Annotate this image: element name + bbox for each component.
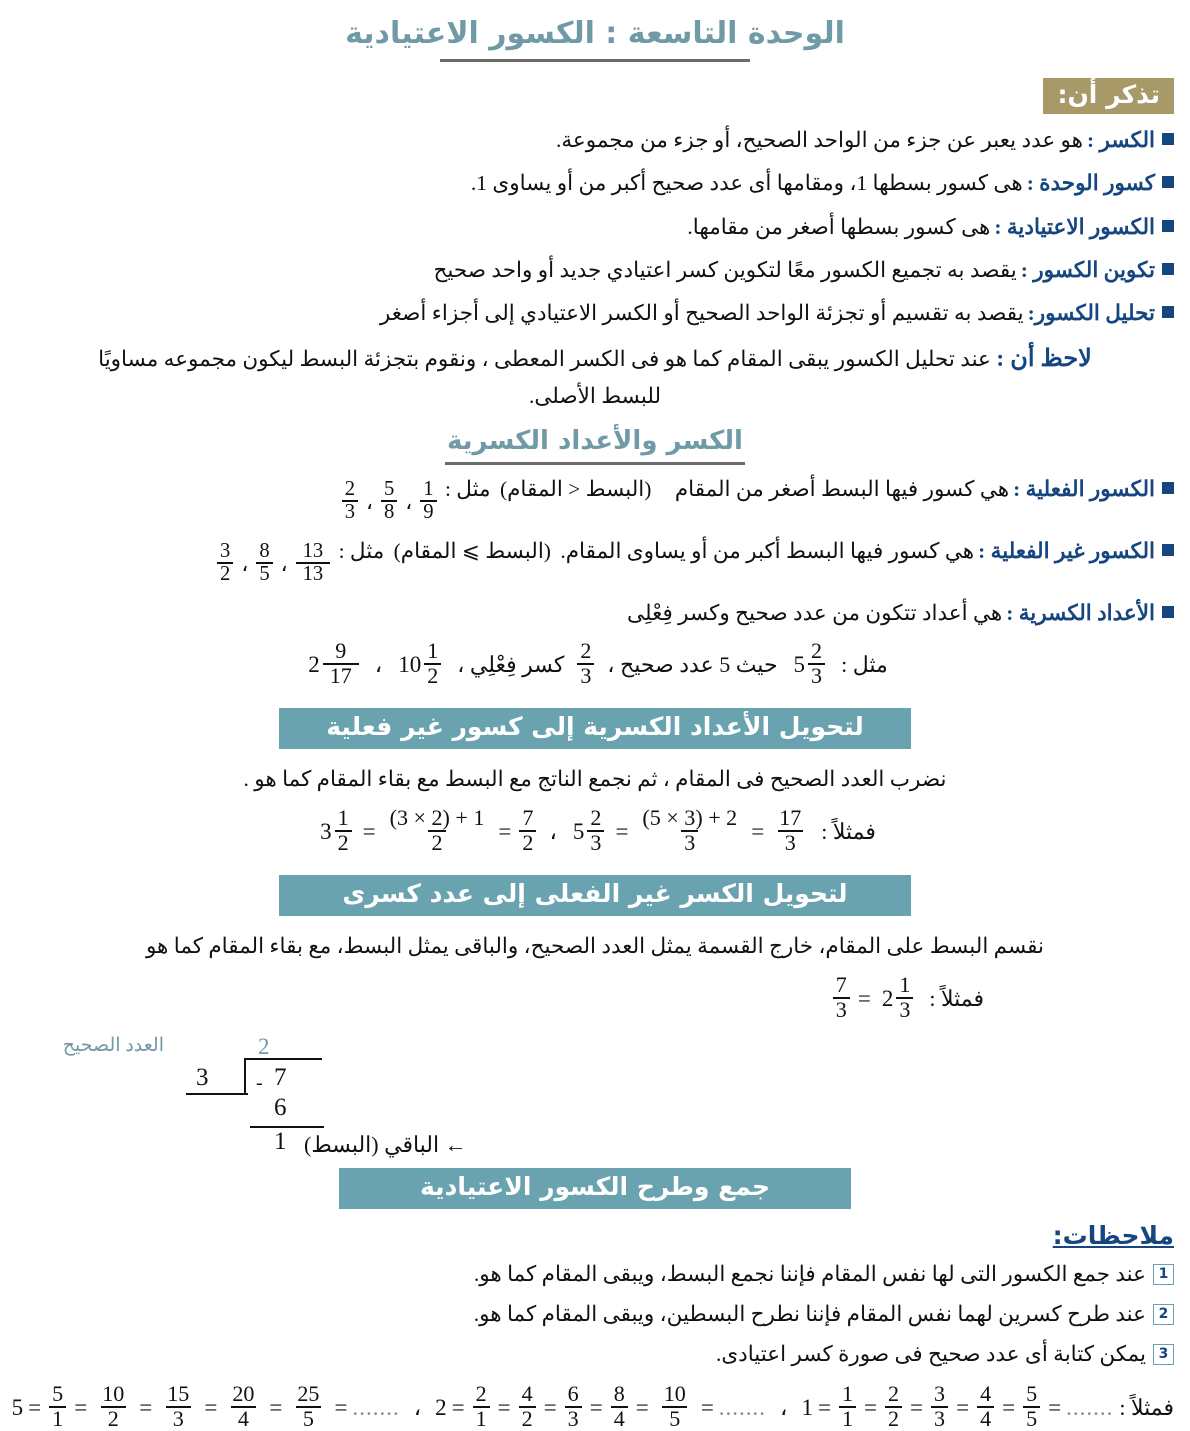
equals-sign: =: [269, 1394, 283, 1420]
section-title-underline: [445, 462, 745, 465]
fraction-denominator: 3: [587, 830, 604, 855]
note-number-badge: 3: [1153, 1344, 1174, 1365]
list-separator: ،: [374, 651, 383, 677]
mixed-whole: 10: [398, 651, 422, 677]
fraction: [577, 640, 594, 687]
definition-content: [380, 297, 1155, 329]
fraction-numerator: 3: [934, 1381, 946, 1407]
list-separator: ،: [280, 551, 288, 576]
fraction-numerator: 5: [383, 477, 395, 500]
conversion-example-1: [567, 805, 811, 855]
fraction-numerator: (5 × 3) + 2: [642, 805, 738, 831]
remember-badge: تذكر أن:: [1043, 78, 1174, 114]
fraction-numerator: 7: [835, 972, 847, 998]
fraction-type-condition: (البسط < المقام): [499, 476, 652, 501]
note-item: [16, 1339, 1174, 1370]
mixed-number: [317, 805, 355, 855]
fraction-numerator: 3: [220, 540, 231, 563]
fraction-type-mixed: [16, 597, 1174, 629]
fraction-denominator: 2: [335, 830, 352, 855]
fraction-numerator: 13: [302, 540, 324, 563]
note-item: [16, 1259, 1174, 1290]
fraction: [335, 807, 352, 854]
definition-item: [16, 297, 1174, 329]
fraction-numerator: 1: [427, 638, 439, 664]
fraction-type-content: [339, 473, 1155, 524]
section-bar-mixed-to-improper: لتحويل الأعداد الكسرية إلى كسور غير فعلية: [279, 708, 911, 749]
division-remainder-annotation: [304, 1132, 467, 1158]
fraction-denominator: 2: [885, 1406, 902, 1431]
equivalent-fractions-line: [11, 1381, 1174, 1431]
definition-item: [16, 167, 1174, 199]
division-divisor-rule: [186, 1093, 248, 1095]
fraction-denominator: 5: [1023, 1406, 1040, 1431]
fraction: [95, 1383, 131, 1430]
fraction-denominator: 4: [977, 1406, 994, 1431]
fraction-type-text: هي كسور فيها البسط أصغر من المقام: [674, 476, 1010, 501]
example-label: مثل :: [841, 651, 888, 677]
equals-sign: =: [635, 1394, 649, 1420]
fraction-type-term: الأعداد الكسرية :: [1006, 601, 1155, 626]
fraction-denominator: 2: [519, 1406, 536, 1431]
definition-item: [16, 254, 1174, 286]
fraction-numerator: (3 × 2) + 1: [389, 805, 485, 831]
bullet-square-icon: [1162, 306, 1174, 318]
fraction-numerator: 4: [980, 1381, 992, 1407]
mixed-whole: 3: [320, 818, 332, 844]
equals-sign: =: [451, 1394, 465, 1420]
fraction-numerator: 20: [232, 1381, 255, 1407]
fraction-numerator: 2: [590, 805, 602, 831]
fraction: [931, 1383, 948, 1430]
fraction-numerator: 9: [335, 638, 347, 664]
ellipsis-placeholder: .......: [718, 1394, 767, 1420]
note-item: [16, 1299, 1174, 1330]
equals-sign: =: [700, 1394, 714, 1420]
definition-text: يقصد به تجميع الكسور معًا لتكوين كسر اعتيادي جديد أو واحد صحيح: [433, 257, 1017, 282]
improper-conversion-math: [830, 972, 920, 1022]
list-separator: ،: [549, 818, 557, 844]
equivalence-chain-1: [801, 1381, 1114, 1431]
ellipsis-placeholder: .......: [352, 1394, 400, 1420]
fraction-numerator: 1: [899, 972, 911, 998]
bullet-square-icon: [1162, 482, 1174, 494]
fraction: [565, 1383, 582, 1430]
equals-sign: =: [956, 1394, 970, 1420]
definitions-list: [16, 124, 1174, 329]
fraction-denominator: 5: [256, 562, 272, 585]
equals-sign: =: [139, 1394, 153, 1420]
section-bar-improper-to-mixed: لتحويل الكسر غير الفعلى إلى عدد كسرى: [279, 875, 911, 916]
equals-sign: =: [362, 818, 376, 844]
equals-sign: =: [334, 1394, 348, 1420]
bullet-square-icon: [1162, 263, 1174, 275]
whole-number: 1: [801, 1394, 813, 1420]
section-title-fractions: الكسر والأعداد الكسرية: [447, 425, 743, 456]
example-label: فمثلاً :: [1119, 1394, 1174, 1420]
title-underline-rule: [440, 59, 750, 62]
definition-content: [556, 124, 1155, 156]
fraction: [896, 974, 913, 1021]
page-title: الوحدة التاسعة : الكسور الاعتيادية: [345, 16, 845, 51]
notice-text: عند تحليل الكسور يبقى المقام كما هو فى الكسر المعطى ، ونقوم بتجزئة البسط ليكون مجموعه مساويًا للبسط الأصلى.: [98, 347, 991, 409]
fraction-type-content: [627, 597, 1155, 629]
list-separator: ،: [366, 489, 373, 514]
proper-fraction-examples: [339, 477, 440, 524]
equals-sign: =: [497, 1394, 511, 1420]
mixed-number: [395, 638, 444, 688]
mixed-number-examples-line: [16, 638, 1174, 688]
whole-number: 2: [435, 1394, 447, 1420]
fraction-numerator: 1: [337, 805, 349, 831]
fraction-numerator: 10: [663, 1381, 686, 1407]
improper-fraction-examples: [214, 542, 333, 586]
rule-mixed-to-improper: نضرب العدد الصحيح فى المقام ، ثم نجمع الناتج مع البسط مع بقاء المقام كما هو .: [243, 766, 947, 791]
fraction-denominator: 3: [342, 500, 358, 523]
fraction-numerator: 7: [522, 805, 534, 831]
fraction-denominator: 5: [662, 1406, 687, 1431]
bullet-square-icon: [1162, 176, 1174, 188]
rule-improper-to-mixed: نقسم البسط على المقام، خارج القسمة يمثل العدد الصحيح، والباقى يمثل البسط، مع بقاء المقام كما هو: [145, 933, 1045, 958]
bullet-square-icon: [1162, 220, 1174, 232]
fraction: [839, 1383, 856, 1430]
equals-sign: =: [817, 1394, 831, 1420]
equals-sign: =: [864, 1394, 877, 1420]
fraction: [342, 479, 358, 523]
equals-sign: =: [910, 1394, 924, 1420]
fraction-denominator: 3: [808, 663, 825, 688]
fraction: [885, 1383, 902, 1430]
equals-sign: =: [615, 818, 629, 844]
fraction-numerator: 1: [841, 1381, 854, 1407]
mixed-whole: 2: [881, 985, 894, 1011]
bullet-square-icon: [1162, 544, 1174, 556]
fraction-denominator: 1: [473, 1406, 490, 1431]
fraction-denominator: 3: [577, 663, 594, 688]
fraction-denominator: 3: [166, 1406, 191, 1431]
division-dividend: 7: [274, 1064, 287, 1092]
fraction: [296, 541, 331, 585]
fraction-numerator: 2: [811, 638, 823, 664]
fraction-type-term: الكسور غير الفعلية :: [978, 539, 1155, 564]
fraction-numerator: 2: [580, 638, 592, 664]
fraction: [384, 807, 491, 854]
division-divisor: 3: [196, 1064, 209, 1092]
remember-badge-row: [16, 78, 1174, 114]
fraction-denominator: 2: [217, 562, 233, 585]
list-separator: ،: [241, 551, 249, 576]
note-number-badge: 1: [1153, 1264, 1174, 1285]
fraction-types-list: [16, 473, 1174, 629]
fraction-numerator: 4: [521, 1381, 533, 1407]
fraction: [587, 807, 604, 854]
definition-term: الكسور الاعتيادية :: [994, 214, 1155, 239]
mixed-whole: 5: [572, 818, 585, 844]
example-label: مثل :: [444, 476, 491, 501]
fraction-numerator: 17: [779, 805, 802, 831]
fraction-denominator: 17: [323, 663, 359, 688]
fraction-denominator: 2: [424, 663, 441, 688]
division-quotient: 2: [258, 1034, 270, 1060]
notice-lead: لاحظ أن :: [996, 346, 1092, 373]
division-subtrahend: 6: [274, 1094, 287, 1122]
fraction-denominator: 4: [231, 1406, 256, 1431]
note-text: عند جمع الكسور التى لها نفس المقام فإننا نجمع البسط، ويبقى المقام كما هو.: [473, 1261, 1146, 1286]
fraction: [473, 1383, 490, 1430]
whole-number: 5: [11, 1394, 24, 1420]
example-label: مثل :: [338, 539, 385, 564]
fraction-type-text: هي أعداد تتكون من عدد صحيح وكسر فِعْلِى: [627, 601, 1003, 626]
section-bar-row: [16, 688, 1174, 749]
division-remainder: 1: [274, 1128, 287, 1156]
fraction-denominator: 3: [931, 1406, 948, 1431]
fraction: [636, 807, 743, 854]
fraction-type-condition: (البسط ⩾ المقام): [393, 539, 551, 564]
section-bar-add-subtract: جمع وطرح الكسور الاعتيادية: [339, 1168, 851, 1209]
fraction-denominator: 2: [428, 830, 445, 855]
fraction-numerator: 15: [167, 1381, 190, 1407]
equals-sign: =: [28, 1394, 42, 1420]
fraction-numerator: 10: [102, 1381, 125, 1407]
fraction: [49, 1383, 66, 1430]
fraction-denominator: 13: [296, 562, 331, 585]
list-separator: ،: [405, 489, 413, 514]
fraction-denominator: 5: [296, 1406, 321, 1431]
list-separator: ،: [780, 1394, 788, 1420]
definition-content: [471, 167, 1155, 199]
division-subtraction-rule: [250, 1126, 324, 1128]
fraction: [611, 1383, 628, 1430]
mixed-whole: 2: [308, 651, 320, 677]
fraction: [1023, 1383, 1040, 1430]
fraction: [225, 1383, 261, 1430]
fraction: [519, 807, 536, 854]
section-bar-row: [16, 855, 1174, 916]
ellipsis-placeholder: .......: [1066, 1394, 1114, 1420]
note-text: يمكن كتابة أى عدد صحيح فى صورة كسر اعتيادى.: [715, 1341, 1146, 1366]
fraction-denominator: 2: [519, 830, 536, 855]
fraction-denominator: 3: [896, 997, 913, 1022]
fraction: [290, 1383, 326, 1430]
equals-sign: =: [204, 1394, 218, 1420]
definition-term: الكسر :: [1087, 128, 1155, 152]
fraction: [420, 479, 436, 523]
fraction-numerator: 5: [52, 1381, 64, 1407]
fraction-type-improper: [16, 535, 1174, 586]
fraction-denominator: 1: [49, 1406, 66, 1431]
equivalence-chain-3: [11, 1381, 400, 1431]
equals-sign: =: [498, 818, 512, 844]
fraction-type-proper: [16, 473, 1174, 524]
definition-content: [434, 254, 1155, 286]
fraction: [160, 1383, 196, 1430]
definition-text: يقصد به تقسيم أو تجزئة الواحد الصحيح أو الكسر الاعتيادي إلى أجزاء أصغر: [379, 301, 1024, 325]
fraction: [657, 1383, 693, 1430]
fraction: [217, 541, 233, 585]
fraction: [977, 1383, 994, 1430]
fraction-numerator: 6: [567, 1381, 579, 1407]
fraction-type-content: [214, 535, 1155, 586]
mixed-annotation-b: كسر فِعْلِي ،: [457, 651, 565, 677]
bullet-square-icon: [1162, 606, 1174, 618]
fraction: [772, 807, 808, 854]
fraction-numerator: 1: [423, 477, 434, 500]
fraction: [808, 640, 825, 687]
long-division-diagram: [16, 1028, 1174, 1158]
fraction: [424, 640, 441, 687]
improper-to-mixed-example: [16, 972, 1174, 1022]
fraction-numerator: 8: [613, 1381, 625, 1407]
fraction-denominator: 2: [101, 1406, 126, 1431]
equals-sign: =: [1048, 1394, 1062, 1420]
equivalence-chain-2: [435, 1381, 767, 1431]
fraction-numerator: 25: [297, 1381, 320, 1407]
mixed-annotation-a: حيث 5 عدد صحيح ،: [607, 651, 778, 677]
fraction-denominator: 3: [565, 1406, 582, 1431]
fraction-numerator: 5: [1026, 1381, 1038, 1407]
fraction: [833, 974, 850, 1021]
equals-sign: =: [1002, 1394, 1016, 1420]
section-bar-row: [16, 1148, 1174, 1209]
fraction-denominator: 9: [420, 500, 436, 523]
fraction-denominator: 3: [681, 830, 698, 855]
example-label: فمثلاً :: [821, 818, 876, 844]
fraction-denominator: 4: [611, 1406, 628, 1431]
fraction-denominator: 8: [381, 500, 397, 523]
division-quotient-label: العدد الصحيح: [62, 1035, 164, 1057]
note-number-badge: 2: [1153, 1304, 1174, 1325]
equals-sign: =: [589, 1394, 603, 1420]
definition-text: هو عدد يعبر عن جزء من الواحد الصحيح، أو جزء من مجموعة.: [556, 128, 1084, 152]
fraction: [381, 479, 397, 523]
fraction-numerator: 2: [344, 477, 356, 500]
definition-term: كسور الوحدة :: [1026, 171, 1155, 196]
definition-item: [16, 124, 1174, 156]
fraction-type-term: الكسور الفعلية :: [1013, 476, 1155, 501]
equals-sign: =: [543, 1394, 557, 1420]
fraction-denominator: 3: [778, 830, 803, 855]
equals-sign: =: [74, 1394, 88, 1420]
fraction-numerator: 2: [475, 1381, 487, 1407]
example-label: فمثلاً :: [929, 985, 984, 1011]
definition-term: تكوين الكسور :: [1020, 257, 1155, 282]
conversion-example-2: [314, 805, 539, 855]
mixed-number: [879, 972, 917, 1022]
fraction-numerator: 8: [259, 540, 270, 563]
definition-item: [16, 211, 1174, 243]
equals-sign: =: [857, 985, 871, 1011]
mixed-number: [570, 805, 608, 855]
equals-sign: =: [751, 818, 765, 844]
notes-heading: ملاحظات:: [1052, 1220, 1174, 1250]
division-minus-sign: -: [256, 1072, 263, 1095]
left-arrow-icon: ←: [444, 1132, 467, 1158]
fraction-denominator: 3: [833, 997, 850, 1022]
bullet-square-icon: [1162, 133, 1174, 145]
mixed-to-improper-examples: [16, 805, 1174, 855]
definition-content: [687, 211, 1155, 243]
division-remainder-label: الباقي (البسط): [304, 1132, 440, 1158]
fraction: [323, 640, 359, 687]
fraction: [256, 541, 272, 585]
definition-text: هى كسور بسطها أصغر من مقامها.: [687, 214, 991, 239]
mixed-number: [791, 638, 829, 688]
notice-block: [68, 340, 1122, 414]
fraction: [519, 1383, 536, 1430]
fraction-numerator: 2: [888, 1381, 900, 1407]
fraction-type-text: هي كسور فيها البسط أكبر من أو يساوى المقام.: [560, 539, 975, 564]
mixed-whole: 5: [793, 651, 806, 677]
mixed-number: [305, 638, 362, 688]
list-separator: ،: [413, 1394, 422, 1420]
definition-term: تحليل الكسور:: [1027, 301, 1155, 325]
fraction-denominator: 1: [839, 1406, 856, 1431]
note-text: عند طرح كسرين لهما نفس المقام فإننا نطرح البسطين، ويبقى المقام كما هو.: [473, 1301, 1146, 1326]
definition-text: هى كسور بسطها 1، ومقامها أى عدد صحيح أكبر من أو يساوى 1.: [470, 171, 1023, 196]
